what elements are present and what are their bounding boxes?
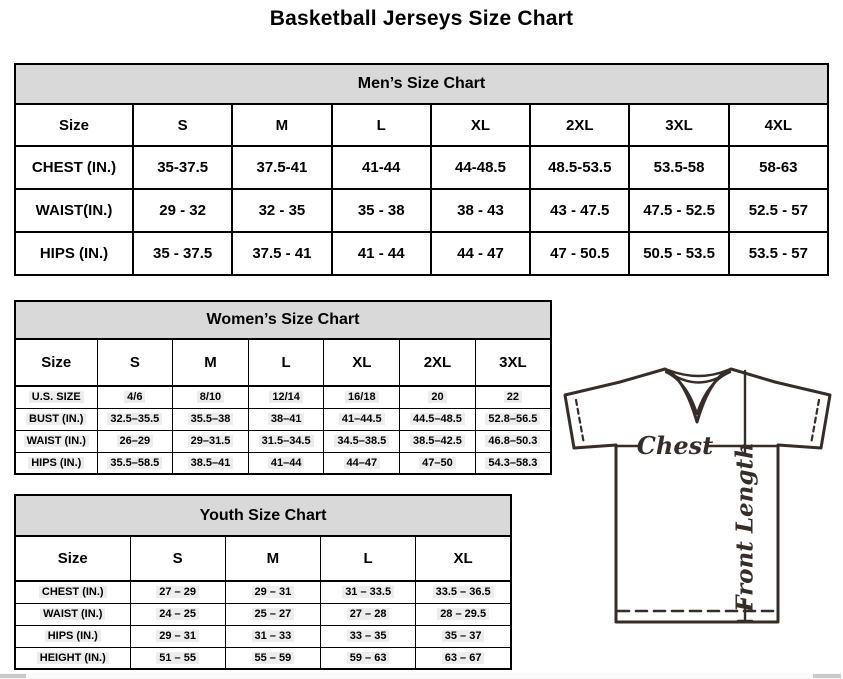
mens_chart-title: Men’s Size Chart — [15, 64, 828, 104]
size-value-cell: 38–41 — [248, 408, 324, 430]
row-label: WAIST (IN.) — [15, 603, 130, 625]
youth_chart-col-header: XL — [416, 536, 511, 581]
row-label: WAIST(IN.) — [15, 189, 133, 232]
womens_chart-col-header: L — [248, 339, 324, 386]
womens_chart-title-row — [15, 301, 551, 339]
size-value-cell: 53.5 - 57 — [729, 232, 828, 275]
size-value-cell: 58-63 — [729, 146, 828, 189]
mens-size-table — [14, 63, 829, 276]
row-label: WAIST (IN.) — [15, 430, 97, 452]
womens_chart-row — [15, 430, 551, 452]
size-value-cell: 44-48.5 — [431, 146, 530, 189]
size-value-cell: 31.5–34.5 — [248, 430, 324, 452]
size-value-cell: 32 - 35 — [232, 189, 331, 232]
womens_chart-title: Women’s Size Chart — [15, 301, 551, 339]
mens_chart-col-header: Size — [15, 104, 133, 146]
size-value-cell: 41–44.5 — [324, 408, 400, 430]
size-value-cell: 4/6 — [97, 386, 173, 408]
youth_chart-col-header: Size — [15, 536, 130, 581]
size-value-cell: 33.5 – 36.5 — [416, 581, 511, 603]
youth-size-table — [14, 494, 512, 670]
size-value-cell: 25 – 27 — [225, 603, 320, 625]
size-value-cell: 27 – 28 — [321, 603, 416, 625]
mens_chart-col-header: S — [133, 104, 232, 146]
size-value-cell: 41-44 — [332, 146, 431, 189]
youth_chart-col-header: M — [225, 536, 320, 581]
size-value-cell: 37.5 - 41 — [232, 232, 331, 275]
womens-size-table — [14, 300, 552, 475]
womens_chart-col-header: 2XL — [400, 339, 476, 386]
size-value-cell: 52.5 - 57 — [729, 189, 828, 232]
horizontal-scrollbar[interactable] — [0, 673, 843, 679]
youth_chart-header-row — [15, 536, 511, 581]
size-value-cell: 8/10 — [173, 386, 249, 408]
mens_chart-row — [15, 146, 828, 189]
youth_chart-row — [15, 603, 511, 625]
size-value-cell: 27 – 29 — [130, 581, 225, 603]
size-value-cell: 51 – 55 — [130, 647, 225, 669]
jersey-outline — [565, 369, 830, 622]
size-value-cell: 37.5-41 — [232, 146, 331, 189]
row-label: U.S. SIZE — [15, 386, 97, 408]
collar-rib-outer — [668, 370, 728, 376]
size-value-cell: 32.5–35.5 — [97, 408, 173, 430]
size-value-cell: 24 – 25 — [130, 603, 225, 625]
scrollbar-thumb-left[interactable] — [0, 674, 26, 678]
size-value-cell: 63 – 67 — [416, 647, 511, 669]
size-value-cell: 33 – 35 — [321, 625, 416, 647]
size-value-cell: 54.3–58.3 — [475, 452, 551, 474]
page-title: Basketball Jerseys Size Chart — [269, 7, 574, 30]
size-value-cell: 31 – 33 — [225, 625, 320, 647]
size-value-cell: 35.5–58.5 — [97, 452, 173, 474]
womens_chart-col-header: S — [97, 339, 173, 386]
mens_chart-col-header: 4XL — [729, 104, 828, 146]
womens_chart-row — [15, 386, 551, 408]
youth_chart-title-row — [15, 495, 511, 536]
mens_chart-row — [15, 189, 828, 232]
size-value-cell: 34.5–38.5 — [324, 430, 400, 452]
size-value-cell: 35-37.5 — [133, 146, 232, 189]
size-value-cell: 44 - 47 — [431, 232, 530, 275]
size-value-cell: 22 — [475, 386, 551, 408]
mens_chart-col-header: XL — [431, 104, 530, 146]
row-label: HEIGHT (IN.) — [15, 647, 130, 669]
size-value-cell: 44.5–48.5 — [400, 408, 476, 430]
row-label: CHEST (IN.) — [15, 581, 130, 603]
size-value-cell: 28 – 29.5 — [416, 603, 511, 625]
mens_chart-col-header: M — [232, 104, 331, 146]
size-value-cell: 29 - 32 — [133, 189, 232, 232]
size-value-cell: 38.5–41 — [173, 452, 249, 474]
mens_chart-header-row — [15, 104, 828, 146]
size-value-cell: 35.5–38 — [173, 408, 249, 430]
womens_chart-col-header: M — [173, 339, 249, 386]
front-length-label: Front Length — [731, 442, 759, 612]
size-value-cell: 44–47 — [324, 452, 400, 474]
jersey-measurement-diagram — [558, 358, 843, 666]
mens_chart-title-row — [15, 64, 828, 104]
row-label: CHEST (IN.) — [15, 146, 133, 189]
size-value-cell: 29–31.5 — [173, 430, 249, 452]
womens_chart-col-header: XL — [324, 339, 400, 386]
chest-label: Chest — [636, 431, 714, 460]
size-value-cell: 29 – 31 — [225, 581, 320, 603]
row-label: HIPS (IN.) — [15, 452, 97, 474]
womens_chart-row — [15, 452, 551, 474]
size-value-cell: 35 - 37.5 — [133, 232, 232, 275]
womens_chart-header-row — [15, 339, 551, 386]
youth_chart-title: Youth Size Chart — [15, 495, 511, 536]
size-value-cell: 59 – 63 — [321, 647, 416, 669]
size-value-cell: 50.5 - 53.5 — [629, 232, 728, 275]
size-value-cell: 38 - 43 — [431, 189, 530, 232]
scrollbar-thumb-right[interactable] — [813, 674, 841, 678]
size-value-cell: 43 - 47.5 — [530, 189, 629, 232]
size-value-cell: 16/18 — [324, 386, 400, 408]
size-value-cell: 38.5–42.5 — [400, 430, 476, 452]
size-value-cell: 55 – 59 — [225, 647, 320, 669]
size-value-cell: 47.5 - 52.5 — [629, 189, 728, 232]
youth_chart-row — [15, 625, 511, 647]
mens_chart-col-header: 2XL — [530, 104, 629, 146]
size-value-cell: 35 – 37 — [416, 625, 511, 647]
size-value-cell: 12/14 — [248, 386, 324, 408]
size-value-cell: 47–50 — [400, 452, 476, 474]
size-value-cell: 47 - 50.5 — [530, 232, 629, 275]
jersey-diagram-svg — [558, 358, 843, 666]
size-value-cell: 20 — [400, 386, 476, 408]
size-value-cell: 46.8–50.3 — [475, 430, 551, 452]
mens_chart-col-header: 3XL — [629, 104, 728, 146]
youth_chart-col-header: L — [321, 536, 416, 581]
youth_chart-col-header: S — [130, 536, 225, 581]
womens_chart-row — [15, 408, 551, 430]
mens_chart-col-header: L — [332, 104, 431, 146]
size-value-cell: 29 – 31 — [130, 625, 225, 647]
row-label: BUST (IN.) — [15, 408, 97, 430]
size-value-cell: 52.8–56.5 — [475, 408, 551, 430]
row-label: HIPS (IN.) — [15, 232, 133, 275]
youth_chart-row — [15, 581, 511, 603]
womens_chart-col-header: 3XL — [475, 339, 551, 386]
size-value-cell: 35 - 38 — [332, 189, 431, 232]
size-value-cell: 41–44 — [248, 452, 324, 474]
size-value-cell: 31 – 33.5 — [321, 581, 416, 603]
size-value-cell: 53.5-58 — [629, 146, 728, 189]
row-label: HIPS (IN.) — [15, 625, 130, 647]
size-value-cell: 41 - 44 — [332, 232, 431, 275]
womens_chart-col-header: Size — [15, 339, 97, 386]
size-value-cell: 26–29 — [97, 430, 173, 452]
mens_chart-row — [15, 232, 828, 275]
youth_chart-row — [15, 647, 511, 669]
size-value-cell: 48.5-53.5 — [530, 146, 629, 189]
